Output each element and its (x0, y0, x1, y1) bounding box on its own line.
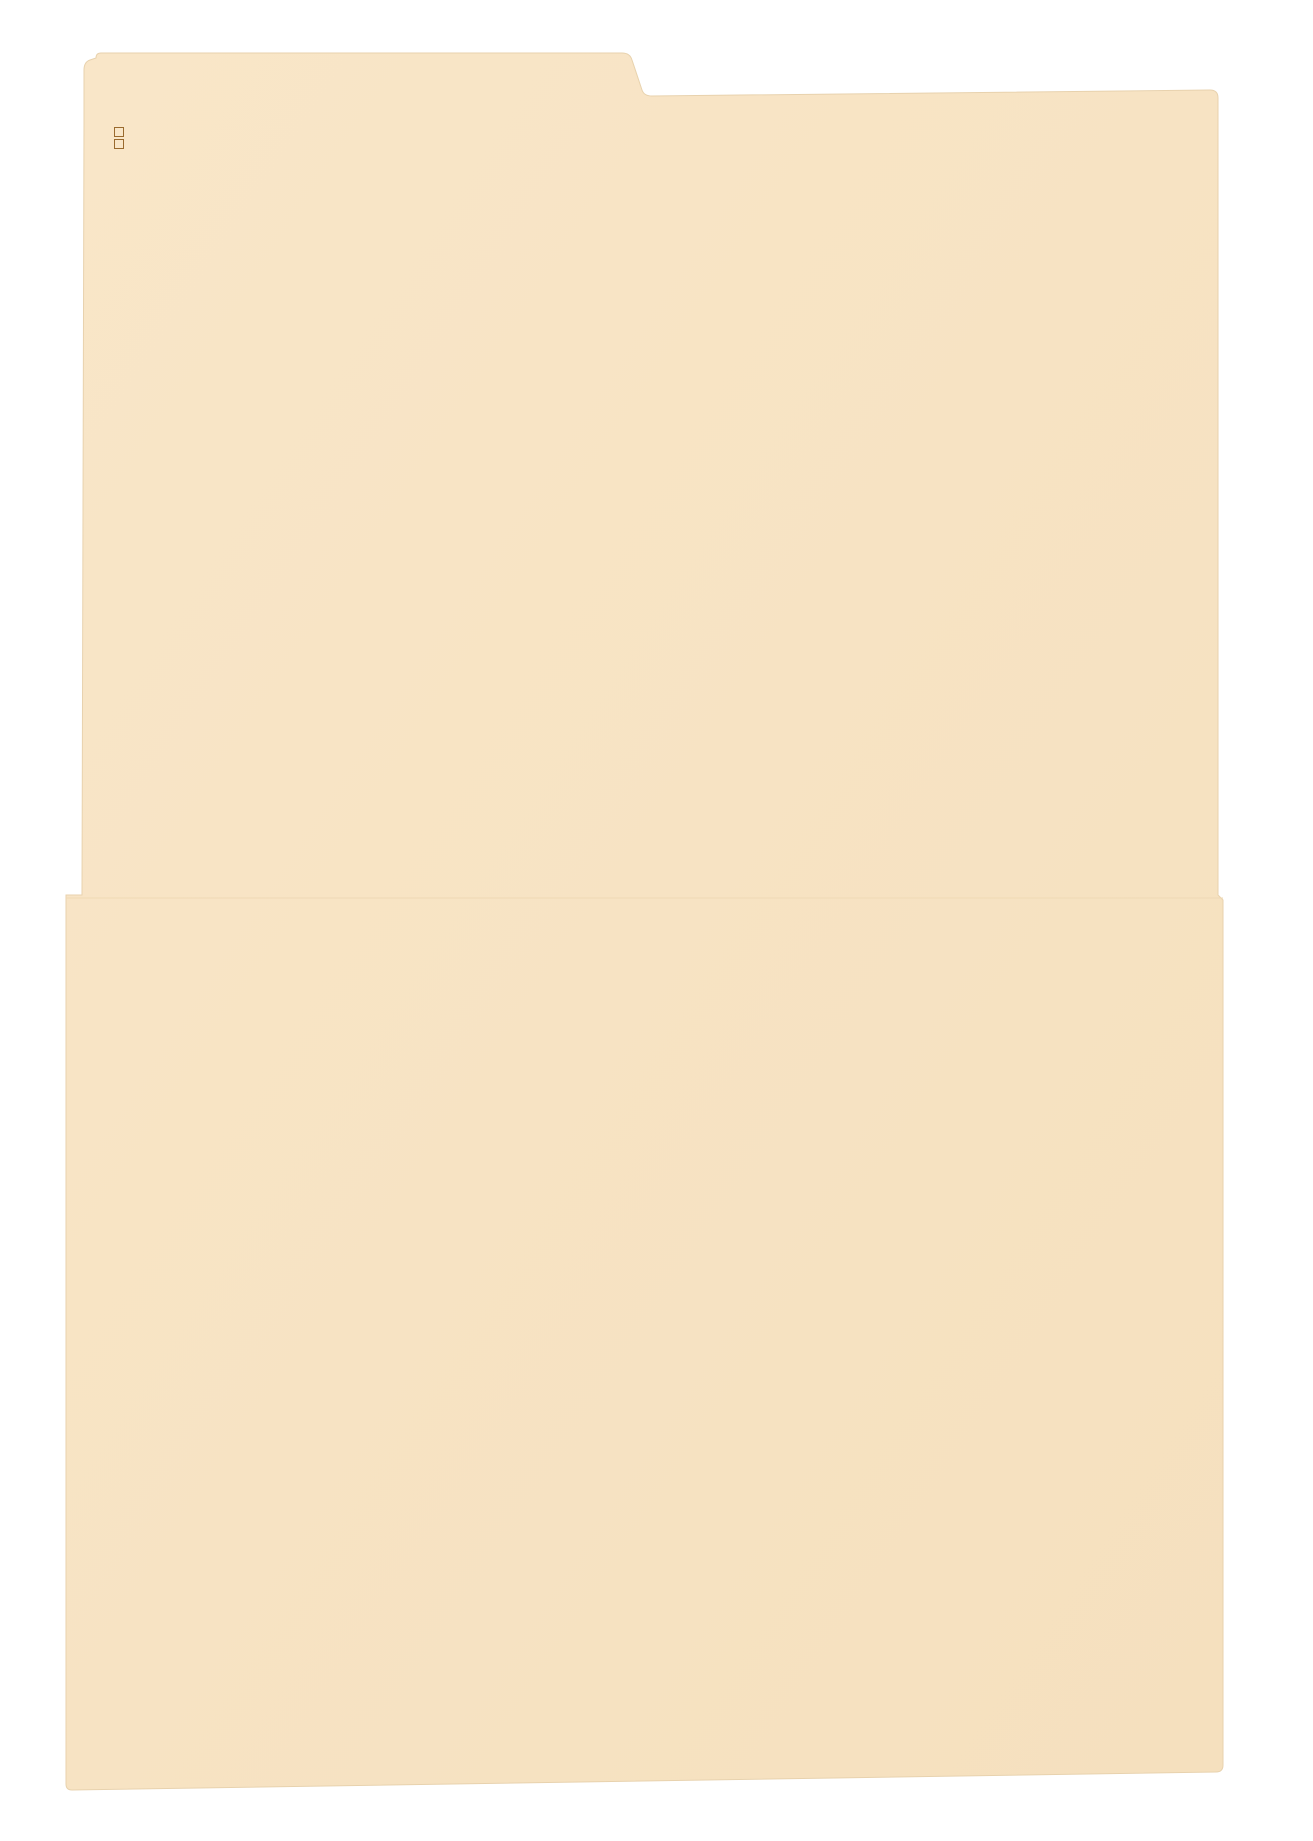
male-checkbox[interactable] (114, 127, 124, 137)
female-checkbox[interactable] (114, 139, 124, 149)
